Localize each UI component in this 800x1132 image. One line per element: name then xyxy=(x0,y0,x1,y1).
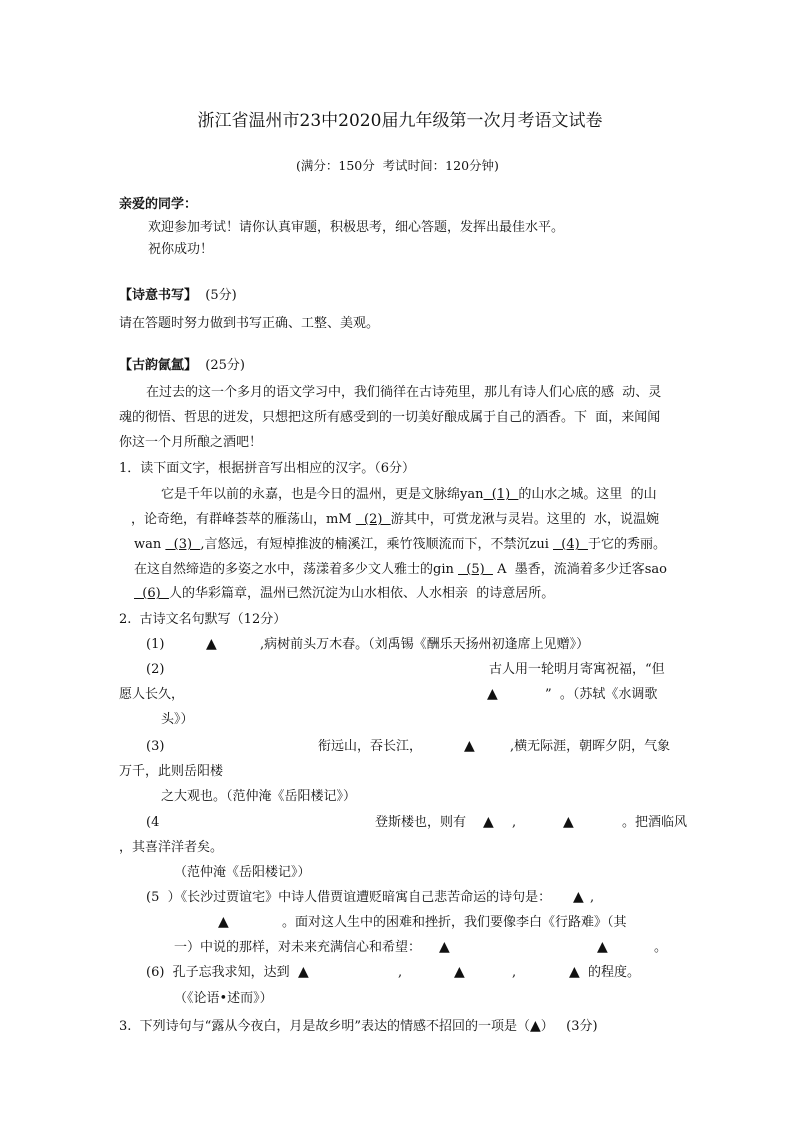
q1-line-4: 在这自然缔造的多姿之水中，荡漾着多少文人雅士的gin (5) A 墨香，流淌着多少迁客sao xyxy=(134,562,667,577)
section-1-points: (5分) xyxy=(205,288,237,303)
answer-marker: ▲ xyxy=(563,814,574,830)
page-title: 浙江省温州市23中2020届九年级第一次月考语文试卷 xyxy=(197,111,603,131)
answer-marker: ▲ xyxy=(206,636,217,652)
answer-marker: ▲ xyxy=(298,964,309,980)
greeting-heading: 亲爱的同学： xyxy=(119,197,198,212)
blank-3[interactable]: (3) xyxy=(165,537,201,552)
blank-2[interactable]: (2) xyxy=(355,512,391,527)
answer-marker: ▲ xyxy=(529,1018,541,1034)
intro-line-2: 魂的彻悟、哲思的迸发，只想把这所有感受到的一切美好酿成属于自己的酒香。下 面，来闻闻 xyxy=(119,410,661,425)
answer-marker: ▲ xyxy=(454,964,465,980)
section-1-title xyxy=(119,287,237,305)
answer-marker: ▲ xyxy=(487,686,498,702)
answer-marker: ▲ xyxy=(464,738,475,754)
intro-line-3: 你这一个月所酿之酒吧！ xyxy=(119,435,263,450)
section-2-heading: 【古韵氤氲】 xyxy=(119,358,198,373)
section-2-points: (25分) xyxy=(205,358,245,373)
q1-line-2: ，论奇绝，有群峰荟萃的雁荡山，mM (2) 游其中，可赏龙湫与灵岩。这里的 水，说温婉 xyxy=(131,512,659,527)
answer-marker: ▲ xyxy=(597,939,608,955)
blank-1[interactable]: (1) xyxy=(483,487,519,502)
q1-line-5: (6) 人的华彩篇章，温州已然沉淀为山水相依、人水相亲 的诗意居所。 xyxy=(134,586,555,601)
greeting-line-1: 欢迎参加考试！请你认真审题，积极思考，细心答题，发挥出最佳水平。 xyxy=(148,220,565,235)
q3-stem: 3. 下列诗句与“露从今夜白，月是故乡明”表达的情感不招回的一项是（▲） (3分) xyxy=(119,1018,598,1034)
q2-stem: 2. 古诗文名句默写（12分） xyxy=(119,612,287,627)
exam-info: (满分：150分 考试时间：120分钟) xyxy=(296,158,499,173)
answer-marker: ▲ xyxy=(218,914,229,930)
intro-line-1: 在过去的这一个多月的语文学习中，我们徜徉在古诗苑里，那儿有诗人们心底的感 动、灵 xyxy=(146,385,662,400)
blank-6[interactable]: (6) xyxy=(134,586,169,601)
section-1-text: 请在答题时努力做到书写正确、工整、美观。 xyxy=(119,316,380,331)
answer-marker: ▲ xyxy=(439,939,450,955)
answer-marker: ▲ xyxy=(569,964,580,980)
q1-line-1: 它是千年以前的永嘉，也是今日的温州，更是文脉绵yan (1) 的山水之城。这里 的山 xyxy=(161,487,657,502)
section-2-title xyxy=(119,357,245,375)
section-1-heading: 【诗意书写】 xyxy=(119,288,198,303)
greeting-line-2: 祝你成功！ xyxy=(148,242,214,257)
answer-marker: ▲ xyxy=(573,889,584,905)
blank-5[interactable]: (5) xyxy=(458,562,493,577)
q1-line-3: wan (3) ,言悠远，有短棹推波的楠溪江，乘竹筏顺流而下，不禁沉zui (4) 于它的秀丽。 xyxy=(134,537,666,552)
answer-marker: ▲ xyxy=(483,814,494,830)
blank-4[interactable]: (4) xyxy=(553,537,588,552)
q1-stem: 1．读下面文字，根据拼音写出相应的汉字。（6分） xyxy=(119,461,416,476)
